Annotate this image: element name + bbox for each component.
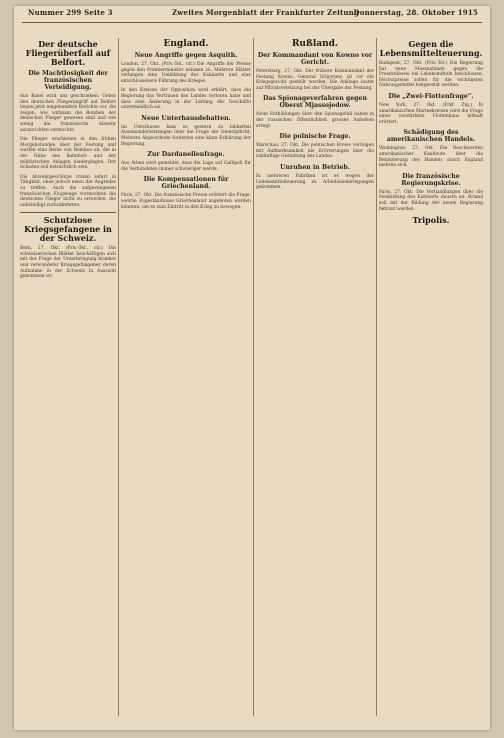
article-subhead: Zur Dardanellenfrage. bbox=[147, 151, 225, 159]
article-rule bbox=[20, 212, 116, 213]
section-headline: England. bbox=[163, 39, 209, 49]
article-paragraph: Aus Athen wird gemeldet, dass die Lage auf Gallipoli für die Verbündeten immer schwieriger werde. bbox=[121, 161, 251, 172]
article-subhead: Die Kompensationen für Griechenland. bbox=[143, 176, 229, 191]
article-paragraph: Bern, 27. Okt. (Priv.-Tel., ctr.) Die schweizerischen Blätter beschäftigen sich mit der Frage der Unterbringung kranker und verwundeter Kriegsgefangener, deren Aufnahme in der Schweiz in Aussicht genommen ist. bbox=[20, 246, 116, 280]
article-paragraph: In den Kreisen der Opposition wird erklärt, dass die Regierung das Vertrauen des Landes verloren habe und dass eine Änderung in der Leitung der Geschäfte unvermeidlich sei. bbox=[121, 88, 251, 111]
article-subhead: Das Spionageverfahren gegen Oberst Mjassojedow. bbox=[263, 95, 367, 110]
masthead: Zweites Morgenblatt der Frankfurter Zeitung bbox=[172, 8, 360, 17]
section-headline: Tripolis. bbox=[412, 215, 450, 226]
article-paragraph: Neue Enthüllungen über den Spionagefall haben in der russischen Öffentlichkeit grosses Aufsehen erregt. bbox=[256, 112, 374, 129]
article-subhead: Der Kommandant von Kowno vor Gericht. bbox=[257, 52, 373, 66]
section-headline: Rußland. bbox=[291, 39, 339, 49]
article-paragraph: Die Abwehrgeschütze traten sofort in Tätigkeit, ohne jedoch einen der Angreifer zu treffen. Auch die aufgestiegenen französischen Flugzeuge vermochten die deutschen Flieger nicht zu erreichen, die unbehelligt zurückkehrten. bbox=[20, 174, 116, 208]
issue-date: Donnerstag, 28. Oktober 1915 bbox=[353, 8, 478, 17]
article-subhead: Schädigung des amerikanischen Handels. bbox=[386, 129, 476, 144]
article-subhead: Neue Unterhausdebatten. bbox=[141, 114, 231, 122]
article-headline: Schutzlose Kriegsgefangene in der Schweiz. bbox=[24, 215, 112, 244]
article-paragraph: Aus Basel wird uns geschrieben: Ueber den deutschen Fliegerangriff auf Belfort liegen jetzt eingehendere Berichte vor, die zeigen, wie wirksam die Bomben der deutschen Flieger gewesen sind und wie wenig die französische Abwehr auszurichten vermochte. bbox=[20, 94, 116, 133]
article-paragraph: Warschau, 27. Okt. Die polnischen Kreise verfolgen mit Aufmerksamkeit die Erörterungen über die zukünftige Gestaltung des Landes. bbox=[256, 143, 374, 160]
article-paragraph: London, 27. Okt. (Priv.-Tel., ctr.) Die Angriffe der Presse gegen den Premierminister nehmen zu. Mehrere Blätter verlangen eine Umbildung des Kabinetts und eine entschlossenere Führung des Krieges. bbox=[121, 62, 251, 84]
column-2 bbox=[121, 38, 251, 716]
column-divider bbox=[376, 38, 377, 716]
article-subhead: Die „Zwei-Flottenfrage“. bbox=[388, 92, 474, 100]
article-subhead: Die Machtlosigkeit der französischen Verteidigung. bbox=[28, 70, 108, 91]
issue-number: Nummer 299 Seite 3 bbox=[28, 8, 113, 17]
column-1 bbox=[20, 38, 116, 716]
article-paragraph: In mehreren Fabriken ist es wegen der Lebensmittelteuerung zu Arbeitsniederlegungen gekommen. bbox=[256, 173, 374, 191]
article-paragraph: Paris, 27. Okt. Die französische Presse erörtert die Frage, welche Zugeständnisse Griechenland angeboten werden könnten, um es zum Eintritt in den Krieg zu bewegen. bbox=[121, 193, 251, 210]
article-paragraph: Paris, 27. Okt. Die Verhandlungen über die Neubildung des Kabinetts dauern an. Briand soll mit der Bildung der neuen Regierung betraut werden. bbox=[379, 189, 483, 212]
column-divider bbox=[118, 38, 119, 716]
article-paragraph: Petersburg, 27. Okt. Der frühere Kommandant der Festung Kowno, General Grigorjew, ist vor ein Kriegsgericht gestellt worden. Die Anklage lautet auf Pflichtverletzung bei der Übergabe der Festung. bbox=[256, 69, 374, 91]
article-subhead: Die polnische Frage. bbox=[279, 133, 351, 141]
article-paragraph: New York, 27. Okt. (Frkf. Ztg.) In amerikanischen Marinekreisen wird die Frage eines verstärkten Flottenbaus lebhaft erörtert. bbox=[379, 102, 483, 125]
page-header bbox=[18, 8, 486, 20]
article-paragraph: Budapest, 27. Okt. (Priv.-Tel.) Die Regierung hat neue Massnahmen gegen die Preistreiberei bei Lebensmitteln beschlossen. Höchstpreise sollen für die wichtigsten Nahrungsmittel festgesetzt werden. bbox=[379, 61, 483, 89]
article-subhead: Neue Angriffe gegen Asquith. bbox=[134, 52, 238, 59]
header-rule bbox=[22, 22, 482, 23]
article-subhead: Die französische Regierungskrise. bbox=[401, 172, 461, 187]
article-subhead: Unruhen in Betrieb. bbox=[280, 163, 350, 171]
column-divider bbox=[253, 38, 254, 716]
section-headline: Gegen die Lebensmittelteuerung. bbox=[379, 39, 483, 58]
column-3 bbox=[256, 38, 374, 716]
article-paragraph: Washington, 27. Okt. Die Beschwerden amerikanischer Kaufleute über die Behinderung des Handels durch England mehren sich. bbox=[379, 146, 483, 169]
article-paragraph: Im Unterhause kam es gestern zu lebhaften Auseinandersetzungen über die Frage der Dienstpflicht. Mehrere Abgeordnete forderten eine klare Erklärung der Regierung. bbox=[121, 124, 251, 147]
column-4 bbox=[379, 38, 483, 716]
article-paragraph: Die Flieger erschienen in den frühen Morgenstunden über der Festung und warfen eine Reihe von Bomben ab, die in der Nähe des Bahnhofs und der militärischen Anlagen niedergingen. Der Schaden soll beträchtlich sein. bbox=[20, 137, 116, 171]
article-headline: Der deutsche Fliegerüberfall auf Belfort. bbox=[25, 39, 111, 67]
